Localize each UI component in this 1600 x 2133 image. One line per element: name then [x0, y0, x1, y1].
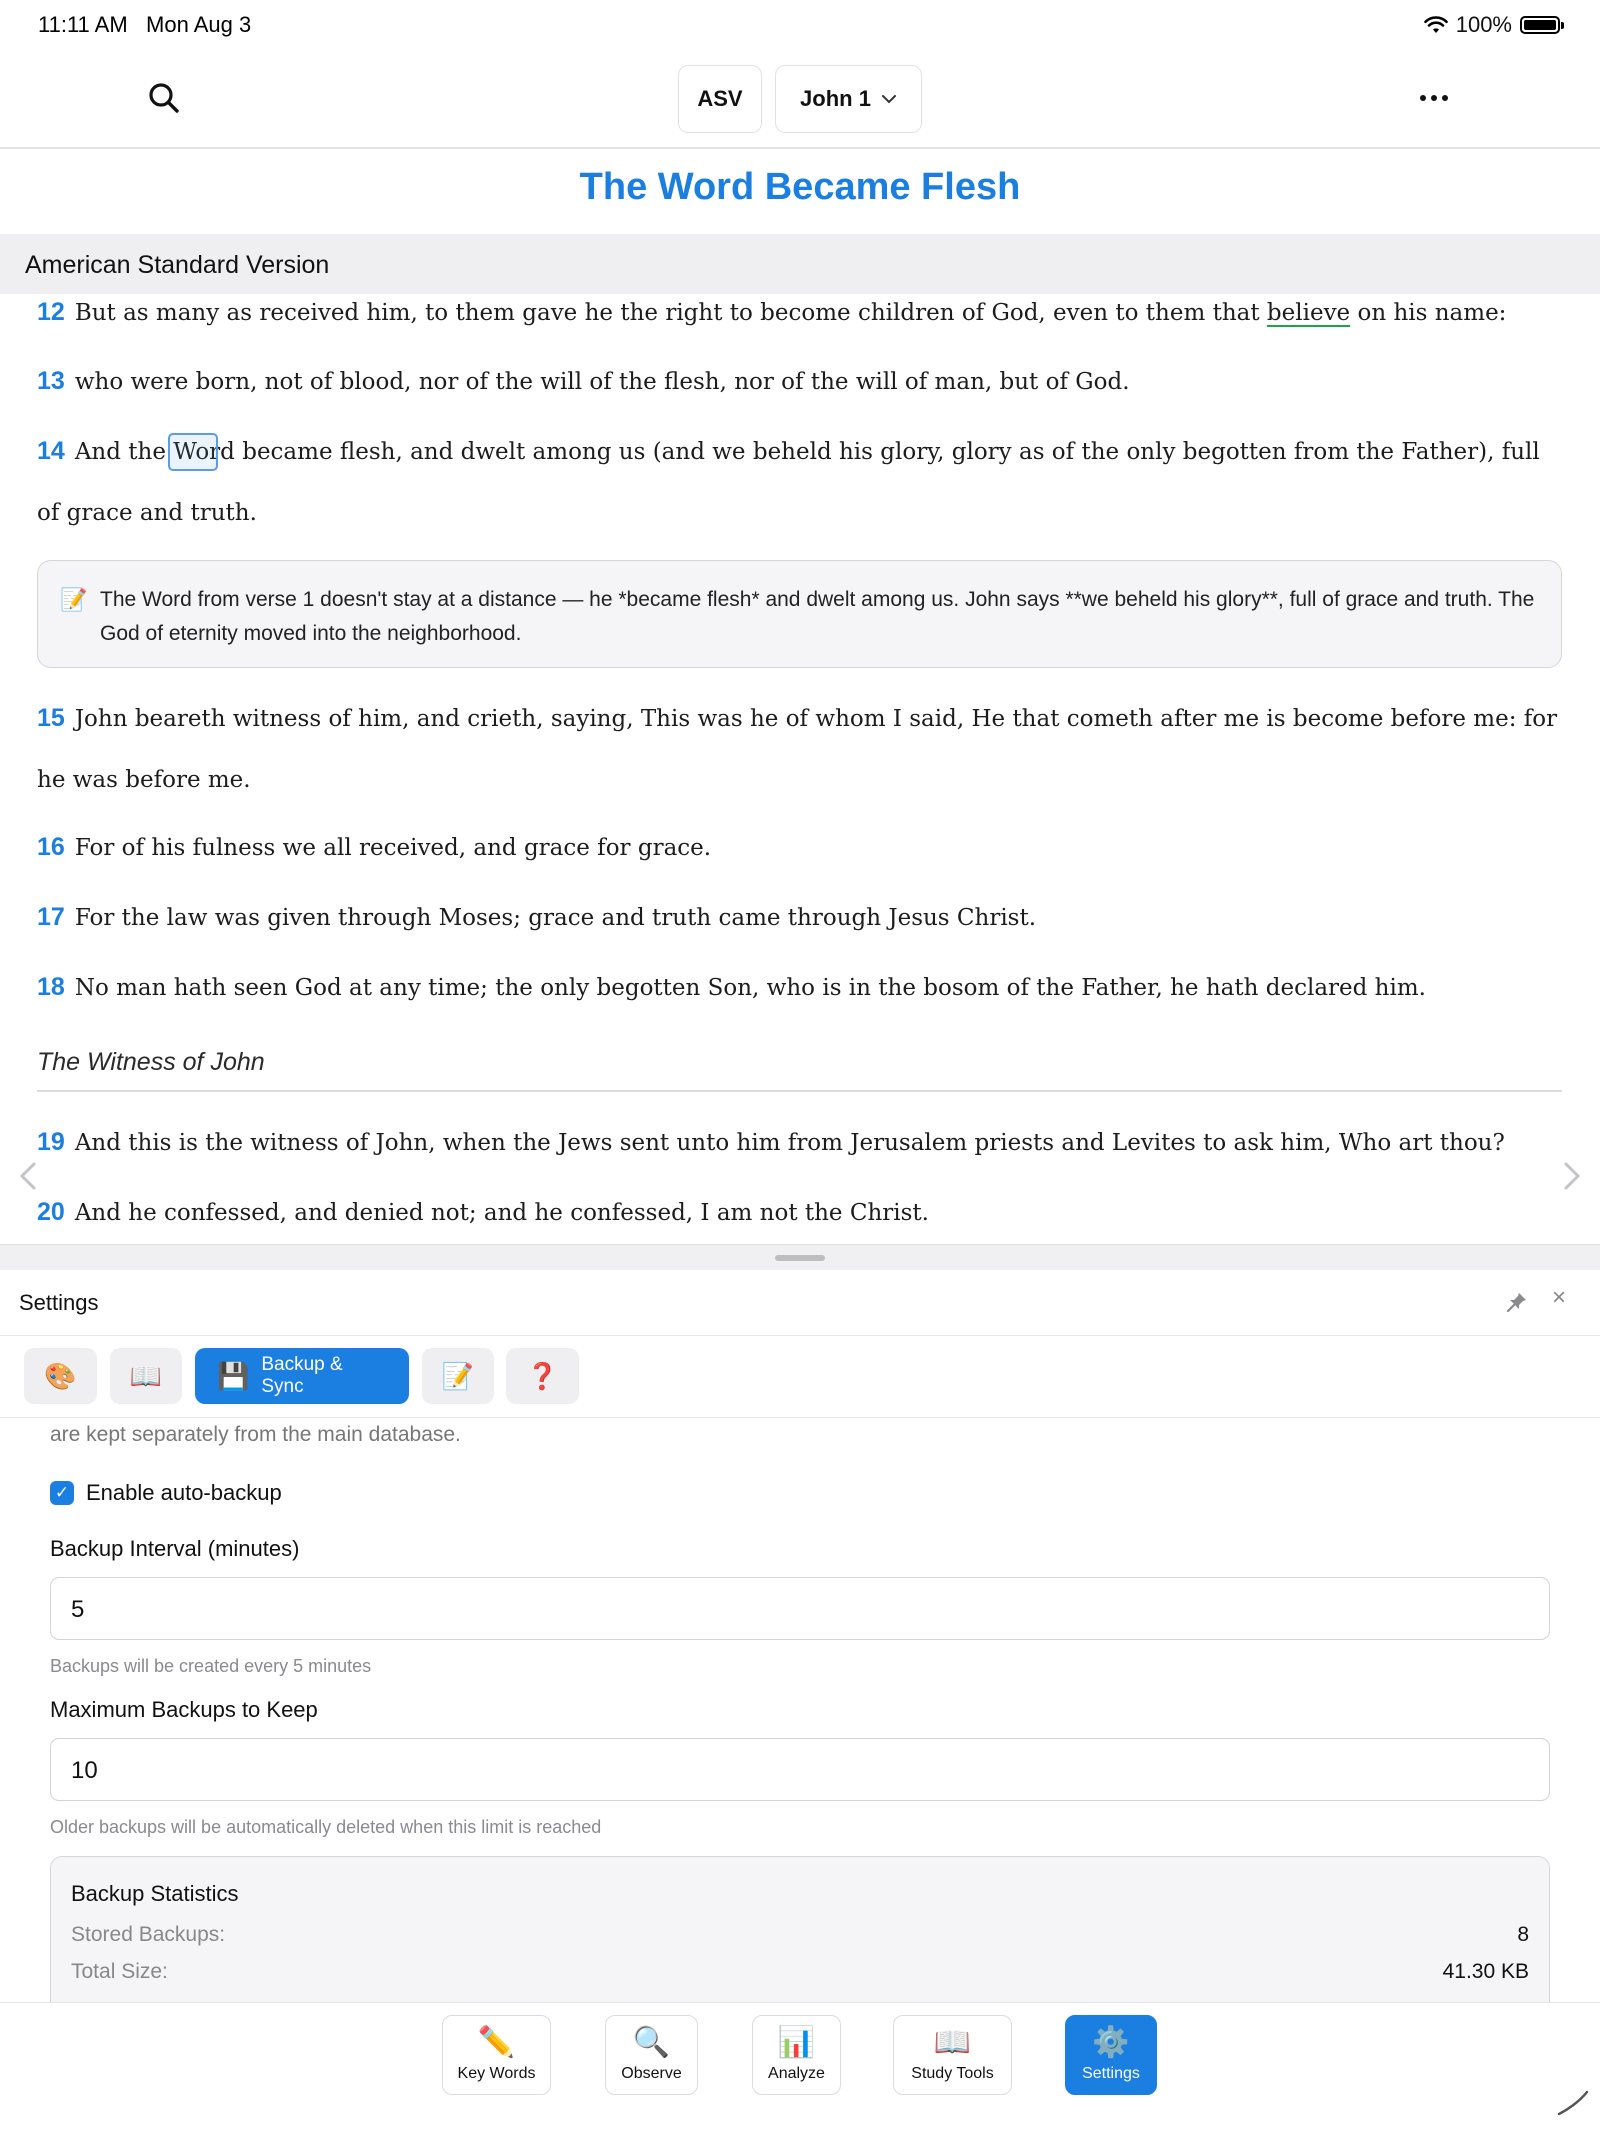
- verse-number[interactable]: 15: [37, 704, 65, 732]
- interval-hint: Backups will be created every 5 minutes: [50, 1656, 372, 1676]
- chapter-label: John 1: [800, 86, 871, 111]
- battery-icon: [1520, 16, 1560, 34]
- question-icon: ❓: [526, 1360, 559, 1391]
- palette-icon: 🎨: [44, 1360, 77, 1391]
- marked-word[interactable]: believe: [1266, 300, 1351, 326]
- verse-17[interactable]: 17 For the law was given through Moses; grace and truth came through Jesus Christ.: [37, 903, 1037, 931]
- bottom-tool-dock: [0, 2002, 1600, 2133]
- memo-icon: 📝: [441, 1360, 475, 1391]
- status-date: Mon Aug 3: [146, 12, 252, 37]
- chapter-heading: The Word Became Flesh: [579, 166, 1021, 208]
- more-options-icon[interactable]: [1420, 88, 1454, 108]
- chevron-right-icon: [1560, 1158, 1584, 1194]
- magnifier-icon: 🔍: [632, 2026, 671, 2059]
- auto-backup-checkbox[interactable]: ✓: [50, 1481, 74, 1505]
- version-label: ASV: [697, 86, 743, 111]
- dock-label: Observe: [621, 2065, 682, 2082]
- panel-title: Settings: [19, 1290, 99, 1315]
- stat-label-stored: Stored Backups:: [71, 1923, 226, 1946]
- top-toolbar: [0, 50, 1600, 149]
- status-indicators: [1424, 12, 1560, 38]
- section-divider: [37, 1090, 1562, 1092]
- tab-help[interactable]: [506, 1348, 579, 1404]
- backup-settings-panel[interactable]: [0, 1418, 1600, 2002]
- verse-14[interactable]: 14 And the Word became flesh, and dwelt among us (and we beheld his glory, glory as of the only begotten from the Father), full of grace and truth.: [37, 437, 1540, 526]
- verse-19[interactable]: 19 And this is the witness of John, when the Jews sent unto him from Jerusalem priests and Levites to ask him, Who art thou?: [37, 1128, 1505, 1156]
- verse-number[interactable]: 19: [37, 1128, 65, 1156]
- stat-value-size: 41.30 KB: [1442, 1960, 1529, 1983]
- verse-18[interactable]: 18 No man hath seen God at any time; the only begotten Son, who is in the bosom of the Father, he hath declared him.: [37, 973, 1426, 1001]
- status-bar: [0, 0, 1600, 50]
- drag-handle[interactable]: [775, 1255, 825, 1261]
- tab-bible[interactable]: [110, 1348, 182, 1404]
- chevron-down-icon: [881, 94, 897, 104]
- auto-backup-toggle[interactable]: [50, 1480, 282, 1506]
- apple-pencil-icon[interactable]: [1555, 2088, 1591, 2118]
- dock-key-words-button[interactable]: [442, 2015, 551, 2095]
- backup-description: are kept separately from the main database.: [50, 1423, 461, 1446]
- backup-statistics-card: [50, 1856, 1550, 2002]
- chevron-left-icon: [16, 1158, 40, 1194]
- close-icon[interactable]: ×: [1552, 1284, 1567, 1311]
- wifi-icon: [1424, 16, 1448, 34]
- dock-label: Key Words: [457, 2065, 536, 2082]
- max-backups-hint: Older backups will be automatically deleted when this limit is reached: [50, 1817, 602, 1837]
- pin-icon[interactable]: [1505, 1290, 1529, 1314]
- dock-analyze-button[interactable]: [752, 2015, 841, 2095]
- previous-chapter-button[interactable]: [16, 1158, 40, 1194]
- max-backups-input[interactable]: 10: [50, 1738, 1550, 1801]
- verse-note[interactable]: [37, 560, 1562, 668]
- book-icon: 📖: [129, 1360, 163, 1391]
- tab-notes[interactable]: [422, 1348, 494, 1404]
- floppy-icon: 💾: [217, 1360, 250, 1391]
- key-word-mark[interactable]: Word: [173, 439, 235, 465]
- gear-icon: ⚙️: [1092, 2026, 1130, 2059]
- dock-settings-button[interactable]: [1065, 2015, 1157, 2095]
- battery-percent: 100%: [1455, 12, 1512, 37]
- verse-20[interactable]: 20 And he confessed, and denied not; and he confessed, I am not the Christ.: [37, 1198, 929, 1226]
- verse-number[interactable]: 14: [37, 437, 65, 465]
- settings-tabs: [0, 1336, 1600, 1418]
- search-button[interactable]: [146, 80, 182, 116]
- next-chapter-button[interactable]: [1560, 1158, 1584, 1194]
- pencil-icon: ✏️: [477, 2026, 516, 2059]
- dock-observe-button[interactable]: [605, 2015, 698, 2095]
- version-selector-button[interactable]: [678, 65, 762, 133]
- open-book-icon: 📖: [933, 2026, 972, 2059]
- verse-number[interactable]: 12: [37, 298, 65, 326]
- verse-number[interactable]: 16: [37, 833, 65, 861]
- verse-number[interactable]: 13: [37, 367, 65, 395]
- tab-label: Backup & Sync: [261, 1354, 343, 1397]
- verse-12[interactable]: 12 But as many as received him, to them gave he the right to become children of God, even to them that believe on his name:: [37, 298, 1507, 326]
- search-icon: [146, 80, 182, 116]
- section-title: The Witness of John: [37, 1048, 265, 1076]
- version-name-bar: American Standard Version: [0, 234, 1600, 294]
- stats-title: Backup Statistics: [71, 1881, 239, 1906]
- stat-value-stored: 8: [1517, 1923, 1529, 1946]
- status-time: 11:11 AM Mon Aug 3: [38, 12, 252, 37]
- verse-13[interactable]: 13 who were born, not of blood, nor of the will of the flesh, nor of the will of man, but of God.: [37, 367, 1130, 395]
- chapter-selector-button[interactable]: [775, 65, 922, 133]
- verse-number[interactable]: 18: [37, 973, 65, 1001]
- dock-study-tools-button[interactable]: [893, 2015, 1012, 2095]
- dock-label: Settings: [1082, 2065, 1140, 2082]
- memo-icon: 📝: [60, 587, 88, 612]
- verse-15[interactable]: 15 John beareth witness of him, and crieth, saying, This was he of whom I said, He that cometh after me is become before me: for he was before me.: [37, 704, 1558, 793]
- bar-chart-icon: 📊: [777, 2026, 816, 2059]
- backup-interval-input[interactable]: 5: [50, 1577, 1550, 1640]
- interval-label: Backup Interval (minutes): [50, 1536, 300, 1561]
- auto-backup-label: Enable auto-backup: [86, 1480, 282, 1505]
- note-text: The Word from verse 1 doesn't stay at a distance — he *became flesh* and dwelt among us. John says **we beheld his glory**, full of grace and truth. The God of eternity moved into the neighborhood.: [100, 588, 1535, 645]
- stat-label-size: Total Size:: [71, 1960, 168, 1983]
- verse-number[interactable]: 17: [37, 903, 65, 931]
- dock-label: Study Tools: [911, 2065, 994, 2082]
- tab-appearance[interactable]: [24, 1348, 97, 1404]
- verse-16[interactable]: 16 For of his fulness we all received, and grace for grace.: [37, 833, 712, 861]
- dock-label: Analyze: [768, 2065, 825, 2082]
- panel-header: [0, 1270, 1600, 1336]
- max-backups-label: Maximum Backups to Keep: [50, 1697, 318, 1722]
- panel-resize-bar[interactable]: [0, 1244, 1600, 1270]
- tab-backup-sync[interactable]: [195, 1348, 409, 1404]
- verse-number[interactable]: 20: [37, 1198, 65, 1226]
